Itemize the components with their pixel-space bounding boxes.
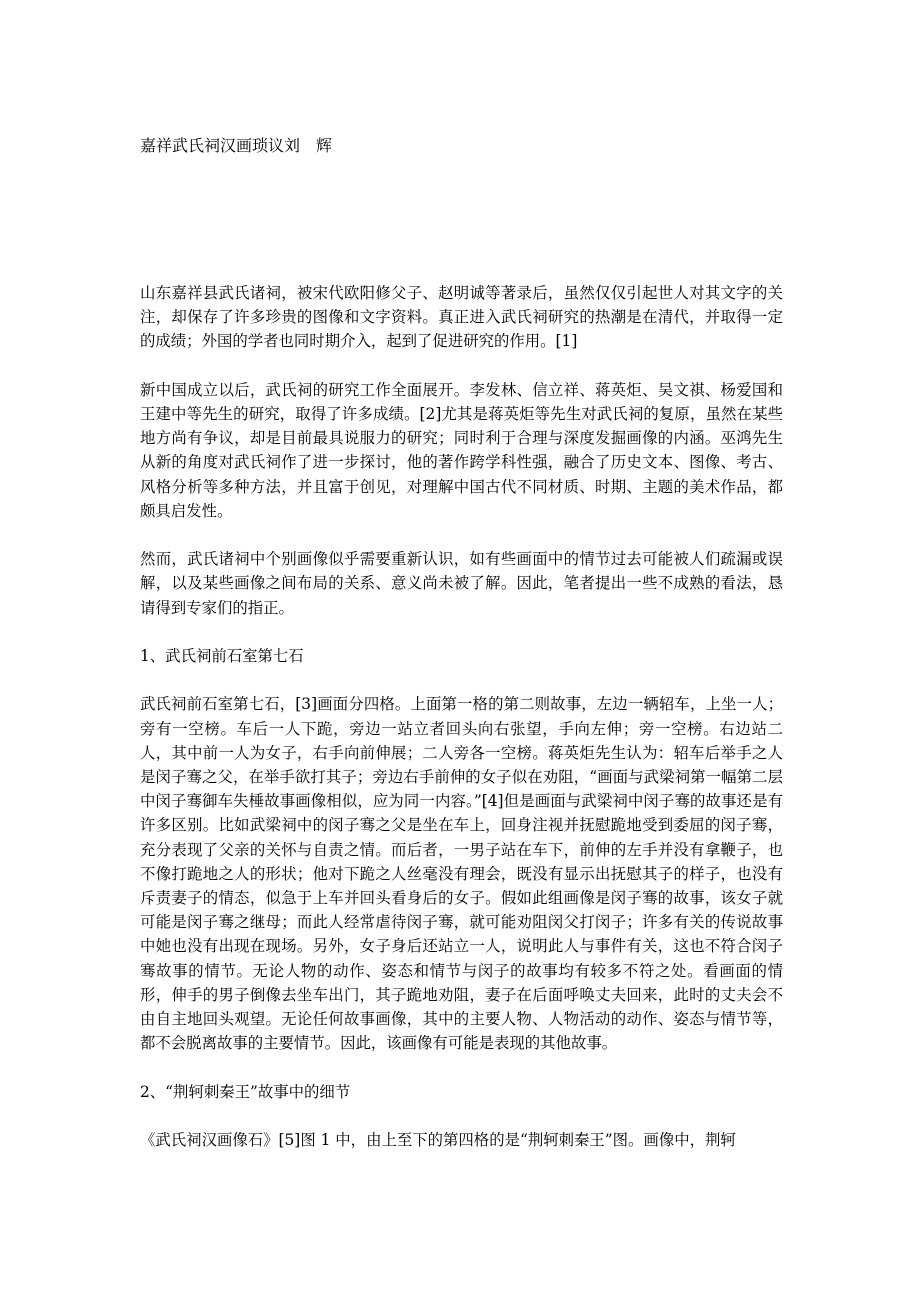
section-1-body: 武氏祠前石室第七石，[3]画面分四格。上面第一格的第二则故事，左边一辆轺车，上坐一人；旁有一空榜。车后一人下跪，旁边一站立者回头向右张望，手向左伸；旁一空榜。右边站二人，其中前一人为女子，右手向前伸展；二人旁各一空榜。蒋英炬先生认为：轺车后举手之人是闵子骞之父，在举手欲打其子；旁边右手前伸的女子似在劝阻，“画面与武梁祠第一幅第二层中闵子骞御车失棰故事画像相似，应为同一内容。”[4]但是画面与武梁祠中闵子骞的故事还是有许多区别。比如武梁祠中的闵子骞之父是坐在车上，回身注视并抚慰跪地受到委屈的闵子骞，充分表现了父亲的关怀与自责之情。而后者，一男子站在车下，前伸的左手并没有拿鞭子，也不像打跪地之人的形状；他对下跪之人丝毫没有理会，既没有显示出抚慰其子的样子，也没有斥责妻子的情态，似急于上车并回头看身后的女子。假如此组画像是闵子骞的故事，该女子就可能是闵子骞之继母；而此人经常虐待闵子骞，就可能劝阻闵父打闵子；许多有关的传说故事中她也没有出现在现场。另外，女子身后还站立一人，说明此人与事件有关，这也不符合闵子骞故事的情节。无论人物的动作、姿态和情节与闵子的故事均有较多不符之处。看画面的情形，伸手的男子倒像去坐车出门，其子跪地劝阻，妻子在后面呼唤丈夫回来，此时的丈夫会不由自主地回头观望。无论任何故事画像，其中的主要人物、人物活动的动作、姿态与情节等，都不会脱离故事的主要情节。因此，该画像有可能是表现的其他故事。 — [140, 695, 783, 1053]
section-1-heading: 1、武氏祠前石室第七石 — [140, 647, 304, 665]
section-2-body: 《武氏祠汉画像石》[5]图 1 中，由上至下的第四格的是“荆轲刺秦王”图。画像中，荆轲 — [140, 1131, 736, 1150]
paragraph-intro: 山东嘉祥县武氏诸祠，被宋代欧阳修父子、赵明诚等著录后，虽然仅仅引起世人对其文字的关注，却保存了许多珍贵的图像和文字资料。真正进入武氏祠研究的热潮是在清代，并取得一定的成绩；外国的学者也同时期介入，起到了促进研究的作用。[1] — [140, 284, 783, 351]
document-title: 嘉祥武氏祠汉画琐议刘 辉 — [140, 136, 333, 155]
document-body — [140, 281, 783, 1176]
paragraph-research-history: 新中国成立以后，武氏祠的研究工作全面展开。李发林、信立祥、蒋英炬、吴文祺、杨爱国和王建中等先生的研究，取得了许多成绩。[2]尤其是蒋英炬等先生对武氏祠的复原，虽然在某些地方尚有争议，却是目前最具说服力的研究；同时利于合理与深度发掘画像的内涵。巫鸿先生从新的角度对武氏祠作了进一步探讨，他的著作跨学科性强，融合了历史文本、图像、考古、风格分析等多种方法，并且富于创见，对理解中国古代不同材质、时期、主题的美术作品，都颇具启发性。 — [140, 380, 783, 520]
section-2-heading: 2、“荆轲刺秦王”故事中的细节 — [140, 1082, 351, 1101]
paragraph-purpose: 然而，武氏诸祠中个别画像似乎需要重新认识，如有些画面中的情节过去可能被人们疏漏或误解，以及某些画像之间布局的关系、意义尚未被了解。因此，笔者提出一些不成熟的看法，恳请得到专家们的指正。 — [140, 550, 783, 617]
